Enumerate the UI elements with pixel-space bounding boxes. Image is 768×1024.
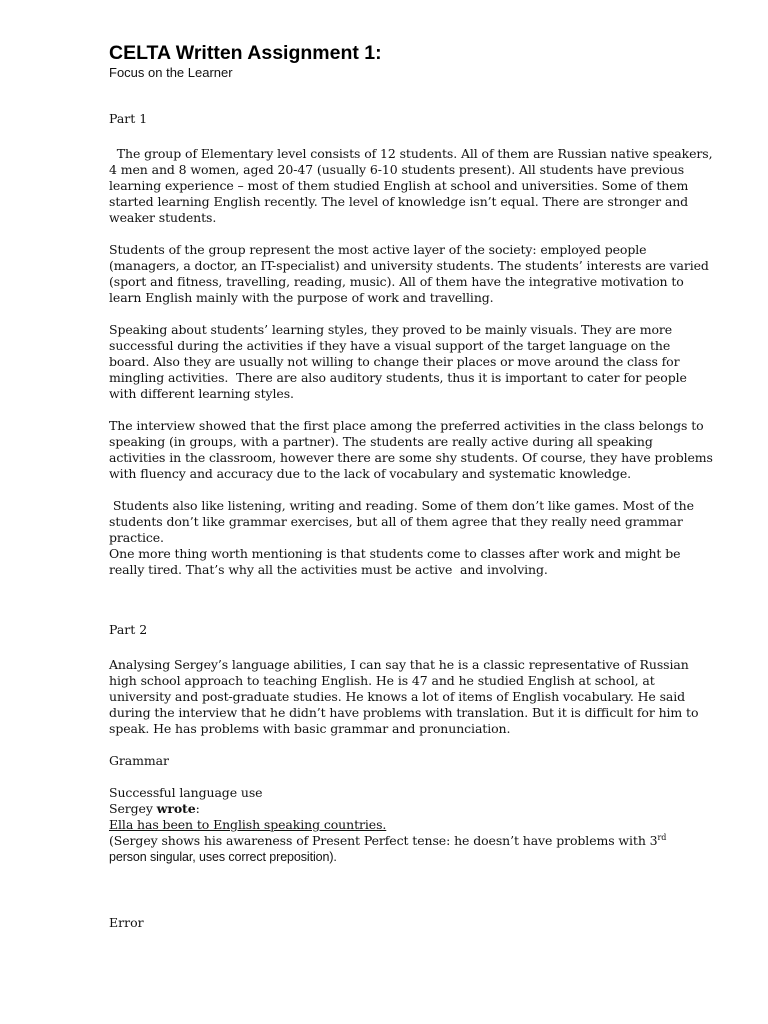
example-comment: (Sergey shows his awareness of Present Perfect tense: he doesn’t have problems with 3rd person singular, uses correct preposition). — [109, 832, 667, 864]
ordinal-suffix: rd — [657, 832, 667, 842]
wrote-word: wrote — [156, 801, 196, 816]
part2-heading: Part 2 — [109, 622, 148, 637]
part1-paragraph-preferences: Students also like listening, writing and reading. Some of them don’t like games. Most of the students don’t like grammar exercises, but all of them agree that they really need grammar practice. — [109, 498, 698, 545]
part1-paragraph-group: The group of Elementary level consists of 12 students. All of them are Russian native speakers, 4 men and 8 women, aged 20-47 (usually 6-10 students present). All students have previous learning experience – most of them studied English at school and universities. Some of them started learning English recently. The level of knowledge isn’t equal. There are stronger and weaker students. — [109, 146, 717, 225]
example-intro-line — [109, 801, 713, 817]
example-comment-continuation: person singular, uses correct preposition). — [109, 850, 337, 864]
example-colon: : — [195, 801, 200, 816]
document-title: CELTA Written Assignment 1: — [109, 42, 382, 64]
example-sentence: Ella has been to English speaking countries. — [109, 817, 387, 832]
part1-paragraph-tired: One more thing worth mentioning is that students come to classes after work and might be really tired. That’s why all the activities must be active and involving. — [109, 546, 685, 577]
student-name: Sergey — [109, 801, 157, 816]
document-body — [109, 41, 717, 950]
part1-paragraph-learning-styles: Speaking about students’ learning styles, they proved to be mainly visuals. They are more successful during the activities if they have a visual support of the target language on the board. Also they are usually not willing to change their places or move around the class for mingling activities. There are also auditory students, thus it is important to cater for people with different learning styles. — [109, 322, 691, 401]
grammar-example-block — [109, 785, 713, 865]
part1-paragraph-interview: The interview showed that the first place among the preferred activities in the class belongs to speaking (in groups, with a partner). The students are really active during all speaking activities in the classroom, however there are some shy students. Of course, they have problems with fluency and accuracy due to the lack of vocabulary and systematic knowledge. — [109, 418, 713, 481]
successful-language-use-label: Successful language use — [109, 785, 263, 800]
document-subtitle: Focus on the Learner — [109, 65, 233, 80]
part1-heading: Part 1 — [109, 111, 148, 126]
grammar-heading: Grammar — [109, 753, 169, 768]
part1-paragraph-society: Students of the group represent the most active layer of the society: employed people (managers, a doctor, an IT-specialist) and university students. The students’ interests are varied (sport and fitness, travelling, reading, music). All of them have the integrative motivation to learn English mainly with the purpose of work and travelling. — [109, 242, 709, 305]
part2-paragraph-analysis: Analysing Sergey’s language abilities, I can say that he is a classic representative of Russian high school approach to teaching English. He is 47 and he studied English at school, at university and post-graduate studies. He knows a lot of items of English vocabulary. He said during the interview that he didn’t have problems with translation. But it is difficult for him to speak. He has problems with basic grammar and pronunciation. — [109, 657, 699, 736]
error-heading: Error — [109, 915, 144, 930]
